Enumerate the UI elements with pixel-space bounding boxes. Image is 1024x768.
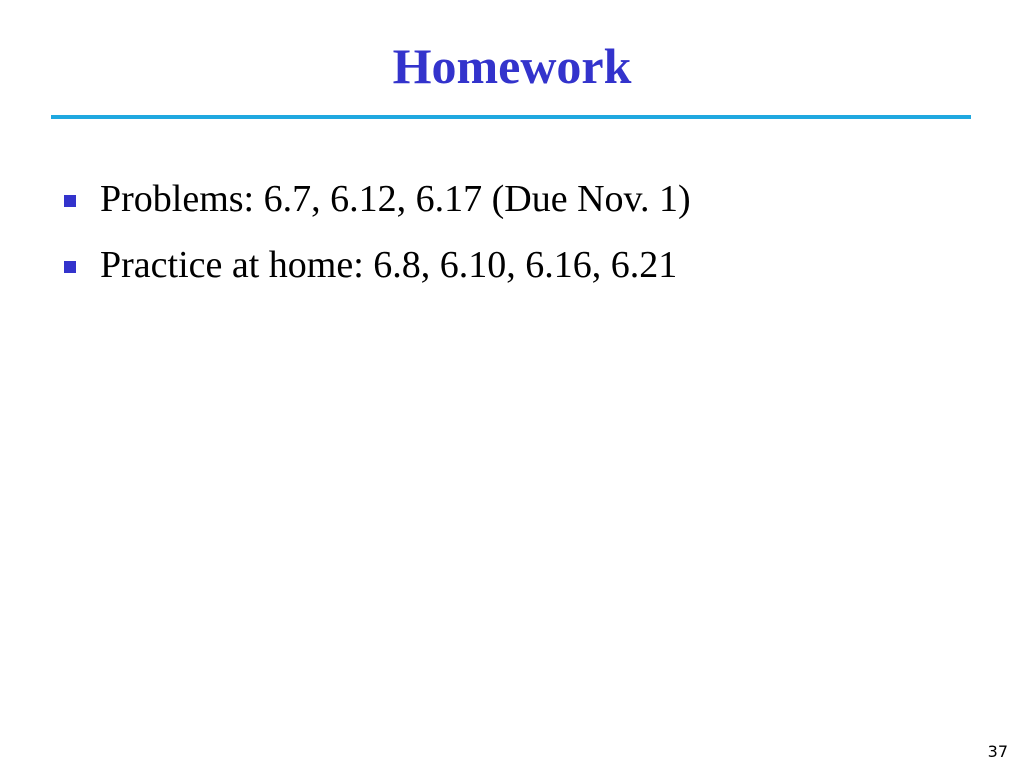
square-bullet-icon	[64, 261, 76, 273]
bullet-item-problems	[64, 170, 691, 236]
title-divider	[51, 115, 971, 119]
page-number: 37	[987, 742, 1008, 761]
bullet-text: Practice at home: 6.8, 6.10, 6.16, 6.21	[100, 244, 678, 286]
bullet-list	[64, 170, 691, 302]
bullet-item-practice	[64, 236, 691, 302]
square-bullet-icon	[64, 195, 76, 207]
bullet-text: Problems: 6.7, 6.12, 6.17 (Due Nov. 1)	[100, 178, 691, 220]
slide-title: Homework	[392, 38, 632, 94]
